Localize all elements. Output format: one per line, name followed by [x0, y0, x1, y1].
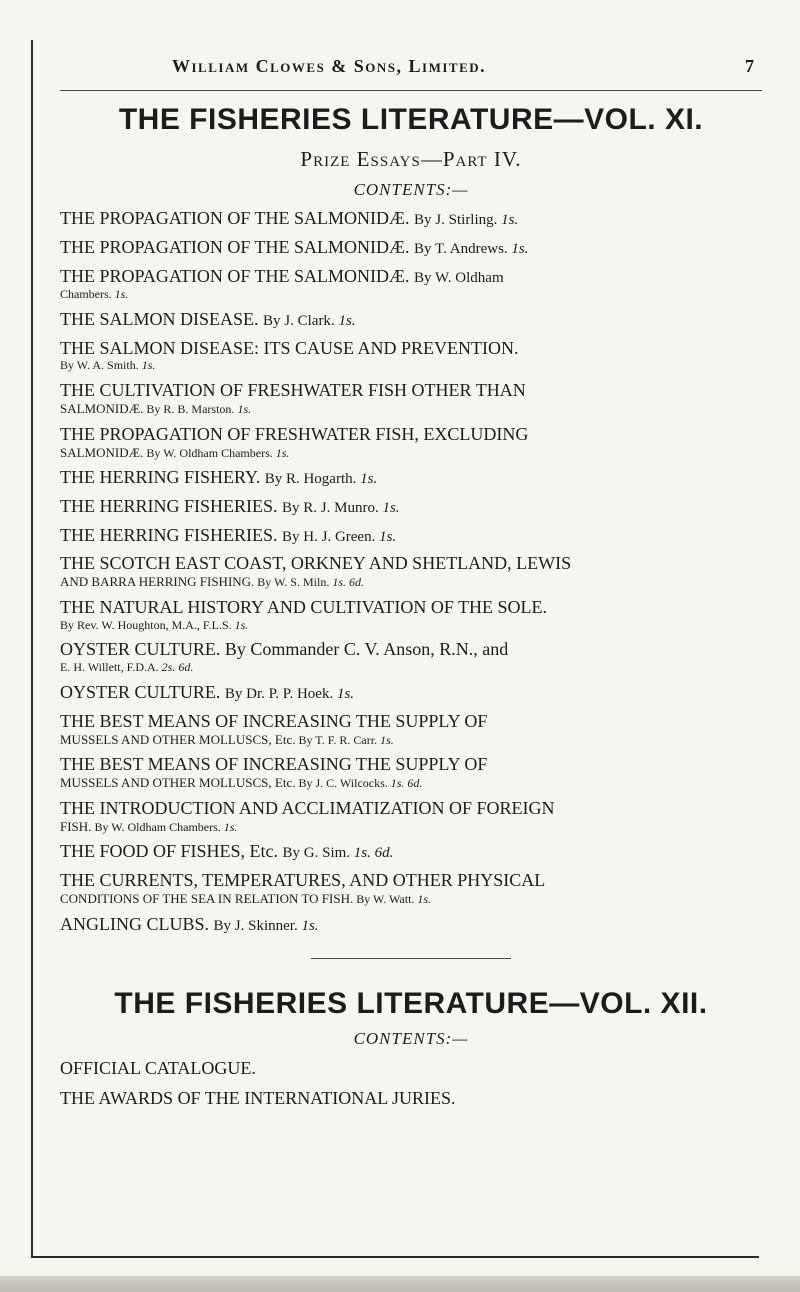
entry-continuation [60, 776, 762, 790]
contents-entry [60, 497, 762, 517]
entry-title-text: THE SCOTCH EAST COAST, ORKNEY AND SHETLAND, LEWIS [60, 553, 572, 574]
entry-title-text: THE NATURAL HISTORY AND CULTIVATION OF THE SOLE. [60, 596, 548, 617]
entry-title-text: THE BEST MEANS OF INCREASING THE SUPPLY OF [60, 754, 488, 775]
contents-entry [60, 640, 762, 673]
entry-title [60, 339, 762, 358]
entry-continuation [60, 619, 762, 632]
entry-continuation [60, 359, 762, 372]
entry-author: By Dr. P. P. Hoek. [224, 685, 337, 702]
entry-author: By T. F. R. Carr. [298, 732, 381, 747]
contents-entry [60, 339, 762, 372]
volume-12-entry: OFFICIAL CATALOGUE. [60, 1058, 256, 1079]
entry-title-text: OYSTER CULTURE. By Commander C. V. Anson, R.N., and [60, 639, 509, 660]
contents-entry [60, 799, 762, 834]
head-rule [60, 90, 762, 91]
entry-title [60, 871, 762, 890]
entry-price: 1s. [511, 240, 529, 257]
volume-11-subtitle: Prize Essays—Part IV. [300, 147, 522, 171]
section-separator-rule [311, 958, 511, 959]
contents-entry [60, 526, 762, 546]
entry-title [60, 425, 762, 444]
entry-author: By R. Hogarth. [264, 471, 361, 488]
entry-author: E. H. Willett, F.D.A. [60, 660, 162, 675]
entry-price: 1s. [379, 528, 397, 545]
entry-title-continuation: AND BARRA HERRING FISHING. [60, 574, 255, 590]
volume-11-contents-label: CONTENTS:— [353, 180, 469, 199]
bottom-border-rule [31, 1256, 759, 1258]
page-number: 7 [745, 56, 754, 76]
entry-continuation [60, 820, 762, 834]
running-head [60, 50, 762, 90]
entry-title-continuation: FISH. [60, 818, 92, 834]
contents-entry [60, 425, 762, 460]
entry-price: 1s. [360, 471, 378, 488]
entry-author: By H. J. Green. [282, 528, 380, 545]
entry-title-text: THE PROPAGATION OF THE SALMONIDÆ. [60, 208, 410, 228]
entry-title-text: THE FOOD OF FISHES, Etc. [60, 841, 279, 862]
entry-title-text: THE HERRING FISHERY. [60, 467, 261, 488]
entry-price: 1s. [234, 617, 249, 632]
entry-title-continuation: SALMONIDÆ. [60, 444, 144, 460]
entry-title [60, 640, 762, 659]
contents-entry [60, 871, 762, 906]
entry-price: 1s. [223, 819, 238, 834]
contents-entry [60, 381, 762, 416]
entry-author: By G. Sim. [282, 845, 354, 862]
entry-continuation [60, 733, 762, 747]
entry-title [60, 712, 762, 731]
entry-title [60, 598, 762, 617]
entry-title-continuation: SALMONIDÆ. [60, 400, 144, 416]
entry-title-continuation: MUSSELS AND OTHER MOLLUSCS, Etc. [60, 775, 296, 791]
entry-price: 1s. [382, 499, 400, 516]
entry-title-text: THE SALMON DISEASE. [60, 308, 259, 329]
entry-price: 2s. 6d. [161, 660, 194, 675]
entry-price: 1s. 6d. [353, 845, 394, 862]
entry-title [60, 497, 762, 517]
volume-12-section [60, 987, 762, 1109]
entry-author: By R. B. Marston. [146, 401, 238, 416]
contents-entry [60, 683, 762, 703]
entry-title [60, 310, 762, 330]
entry-author: By W. Oldham [414, 269, 504, 286]
entry-author: By J. Clark. [263, 312, 339, 329]
entry-title-text: THE PROPAGATION OF THE SALMONIDÆ. [60, 265, 410, 286]
entry-author: By J. C. Wilcocks. [298, 776, 391, 791]
contents-entry [60, 598, 762, 631]
entry-title-text: THE HERRING FISHERIES. [60, 495, 278, 516]
entry-continuation [60, 288, 762, 301]
volume-12-contents-label: CONTENTS:— [353, 1029, 469, 1049]
contents-entry [60, 267, 762, 301]
entry-title-text: THE HERRING FISHERIES. [60, 524, 278, 545]
entry-continuation [60, 892, 762, 906]
entry-price: 1s. [338, 312, 356, 329]
volume-11-contents-list [60, 209, 762, 934]
entry-price: 1s. [336, 685, 355, 702]
left-border-rule [31, 40, 33, 1258]
entry-price: 1s. [301, 917, 319, 934]
entry-author: By J. Skinner. [213, 917, 302, 934]
volume-12-entry: THE AWARDS OF THE INTERNATIONAL JURIES. [60, 1088, 456, 1109]
volume-11-title: THE FISHERIES LITERATURE—VOL. XI. [118, 103, 704, 136]
publisher-name: William Clowes & Sons, Limited. [172, 56, 487, 76]
entry-author: By Rev. W. Houghton, M.A., F.L.S. [60, 617, 235, 632]
entry-author: By W. S. Miln. [257, 575, 333, 590]
contents-entry [60, 238, 762, 258]
entry-title-text: THE CURRENTS, TEMPERATURES, AND OTHER PHYSICAL [60, 869, 546, 890]
entry-price: 1s. 6d. [390, 776, 423, 791]
contents-entry [60, 468, 762, 488]
contents-entry [60, 915, 762, 935]
entry-title-text: THE INTRODUCTION AND ACCLIMATIZATION OF FOREIGN [60, 797, 555, 818]
entry-title [60, 381, 762, 400]
entry-title [60, 799, 762, 818]
entry-title-text: THE PROPAGATION OF FRESHWATER FISH, EXCLUDING [60, 423, 529, 444]
entry-author: By W. Oldham Chambers. [94, 819, 224, 834]
entry-author: By J. Stirling. [414, 212, 502, 228]
contents-entry [60, 310, 762, 330]
entry-continuation [60, 402, 762, 416]
entry-continuation [60, 446, 762, 460]
entry-title-continuation: CONDITIONS OF THE SEA IN RELATION TO FISH. [60, 890, 354, 906]
entry-title-text: THE CULTIVATION OF FRESHWATER FISH OTHER THAN [60, 380, 526, 401]
entry-title-text: THE PROPAGATION OF THE SALMONIDÆ. [60, 236, 410, 257]
entry-title [60, 209, 762, 229]
entry-author: By W. Watt. [356, 891, 418, 906]
entry-title [60, 842, 762, 862]
entry-continuation [60, 575, 762, 589]
entry-author: By T. Andrews. [414, 240, 512, 257]
contents-entry [60, 554, 762, 589]
entry-title-continuation: MUSSELS AND OTHER MOLLUSCS, Etc. [60, 731, 296, 747]
entry-author: By R. J. Munro. [282, 499, 383, 516]
entry-title [60, 915, 762, 935]
entry-title [60, 755, 762, 774]
entry-price: 1s. 6d. [332, 575, 364, 590]
entry-title [60, 267, 762, 287]
page-bottom-shadow [0, 1276, 800, 1292]
contents-entry [60, 209, 762, 229]
volume-12-title: THE FISHERIES LITERATURE—VOL. XII. [114, 987, 708, 1021]
entry-title-text: OYSTER CULTURE. [60, 681, 221, 702]
contents-entry [60, 712, 762, 747]
entry-title-text: THE BEST MEANS OF INCREASING THE SUPPLY OF [60, 710, 488, 731]
volume-11-section [60, 103, 762, 934]
entry-author: Chambers. [60, 287, 115, 302]
contents-entry [60, 842, 762, 862]
entry-price: 1s. [380, 732, 394, 747]
page-content [60, 50, 762, 1109]
entry-price: 1s. [417, 891, 432, 906]
entry-continuation [60, 661, 762, 674]
entry-price: 1s. [114, 287, 129, 302]
contents-entry [60, 755, 762, 790]
entry-title [60, 526, 762, 546]
entry-author: By W. Oldham Chambers. [146, 445, 276, 460]
entry-title [60, 238, 762, 258]
entry-price: 1s. [275, 445, 290, 460]
entry-title [60, 554, 762, 573]
entry-price: 1s. [237, 401, 252, 416]
entry-price: 1s. [501, 212, 519, 228]
entry-title [60, 683, 762, 703]
entry-author: By W. A. Smith. [60, 358, 142, 373]
entry-title [60, 468, 762, 488]
entry-title-text: THE SALMON DISEASE: ITS CAUSE AND PREVENTION. [60, 337, 519, 358]
entry-title-text: ANGLING CLUBS. [60, 913, 210, 934]
entry-price: 1s. [141, 358, 156, 373]
